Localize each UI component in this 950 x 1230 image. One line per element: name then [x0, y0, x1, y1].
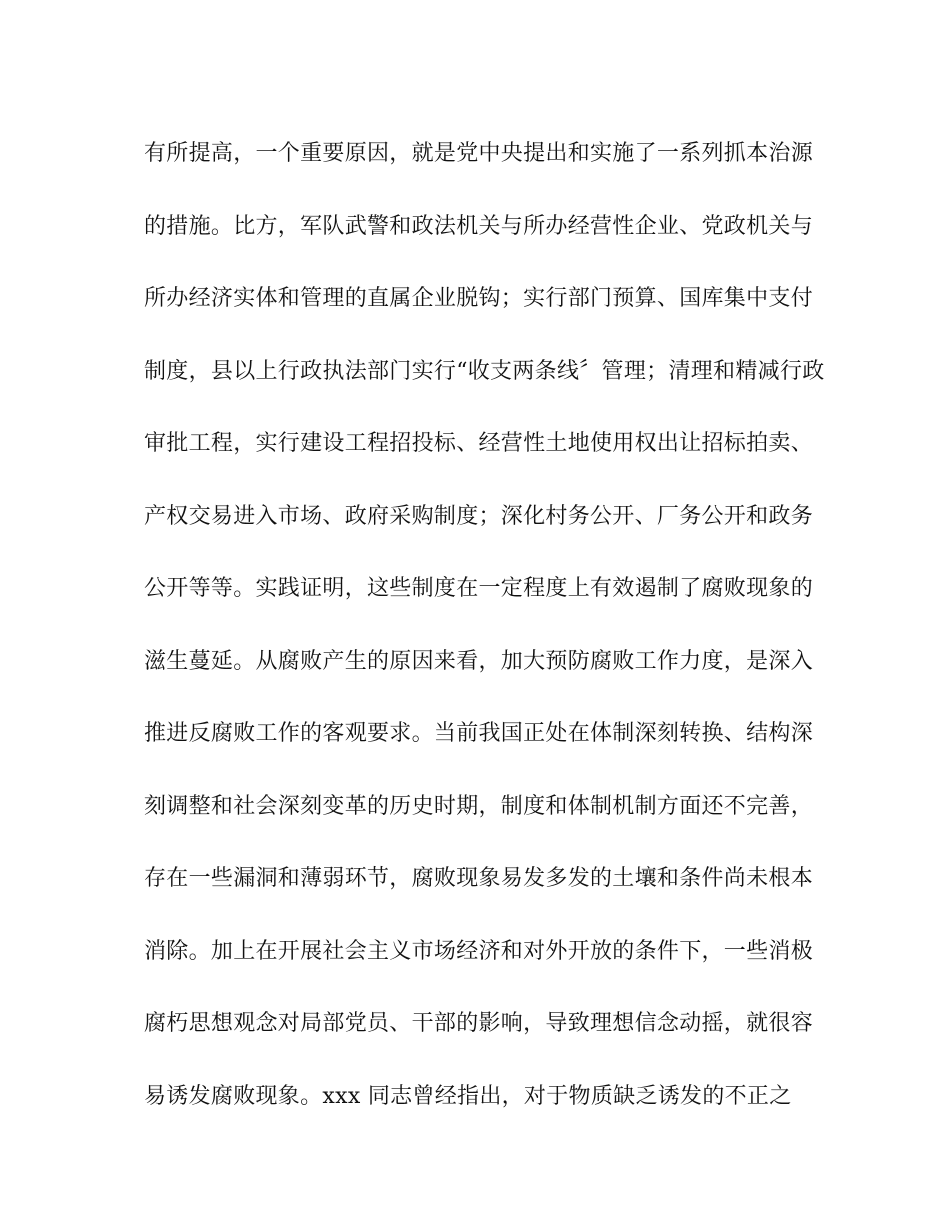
text-line: 滋生蔓延。从腐败产生的原因来看，加大预防腐败工作力度，是深入 [144, 648, 814, 674]
text-line: 存在一些漏洞和薄弱环节，腐败现象易发多发的土壤和条件尚未根本 [144, 866, 814, 891]
text-line: 有所提高，一个重要原因，就是党中央提出和实施了一系列抓本治源 [144, 141, 814, 166]
text-line: 易诱发腐败现象。xxx 同志曾经指出，对于物质缺乏诱发的不正之 [144, 1083, 792, 1109]
text-line: 制度，县以上行政执法部门实行“收支两条线〞管理；清理和精减行政 [144, 358, 825, 384]
text-line: 所办经济实体和管理的直属企业脱钩；实行部门预算、国库集中支付 [144, 286, 814, 311]
text-line: 刻调整和社会深刻变革的历史时期，制度和体制机制方面还不完善， [144, 793, 814, 819]
text-line: 产权交易进入市场、政府采购制度；深化村务公开、厂务公开和政务 [144, 503, 814, 529]
text-line: 的措施。比方，军队武警和政法机关与所办经营性企业、党政机关与 [144, 213, 814, 239]
text-line: 消除。加上在开展社会主义市场经济和对外开放的条件下，一些消极 [144, 938, 814, 964]
text-line: 审批工程，实行建设工程招投标、经营性土地使用权出让招标拍卖、 [144, 431, 814, 456]
text-line: 公开等等。实践证明，这些制度在一定程度上有效遏制了腐败现象的 [144, 576, 814, 601]
text-line: 推进反腐败工作的客观要求。当前我国正处在体制深刻转换、结构深 [144, 721, 814, 746]
body-text [144, 118, 824, 1133]
text-line: 腐朽思想观念对局部党员、干部的影响，导致理想信念动摇，就很容 [144, 1011, 814, 1036]
